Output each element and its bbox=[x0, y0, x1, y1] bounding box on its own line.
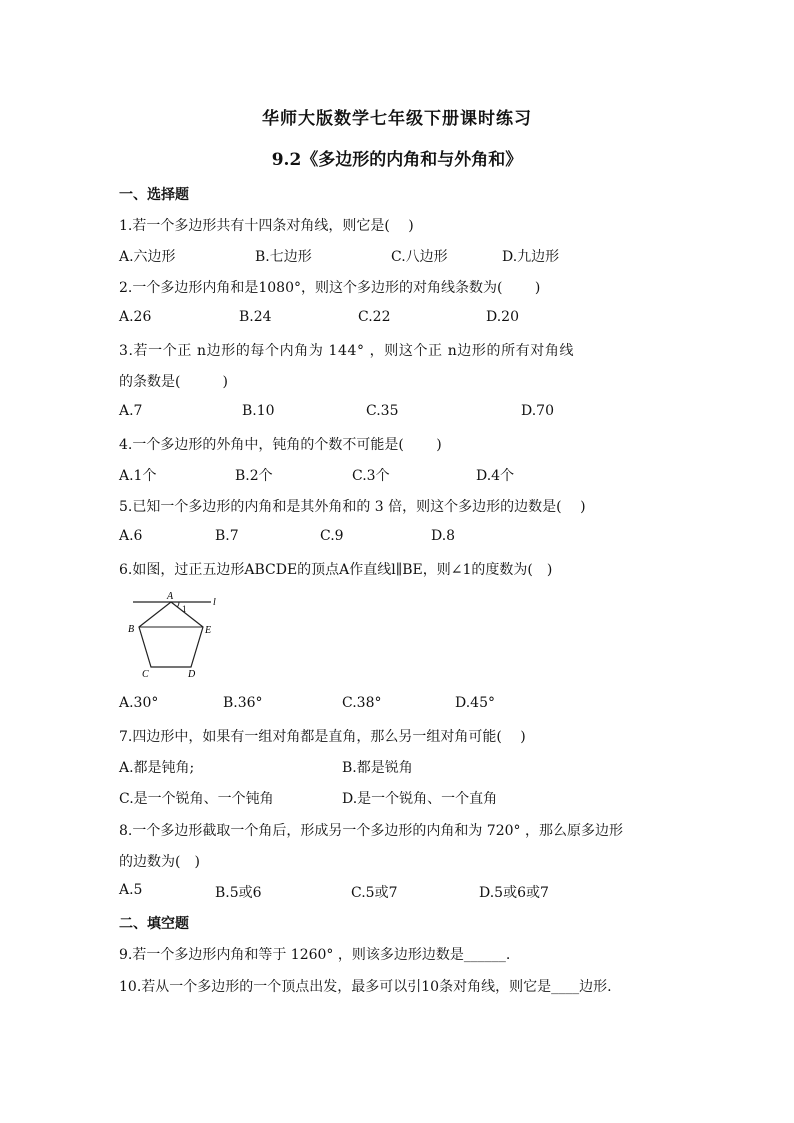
label-l: l bbox=[213, 597, 216, 608]
question-8-line-2: 的边数为( ) bbox=[119, 854, 200, 870]
label-angle-1: 1 bbox=[182, 604, 187, 614]
q4-option-c: C.3个 bbox=[352, 468, 390, 484]
pentagon-abcde bbox=[139, 602, 203, 667]
q1-option-b: B.七边形 bbox=[255, 249, 312, 265]
label-d: D bbox=[188, 669, 196, 680]
q4-option-d: D.4个 bbox=[476, 468, 515, 484]
q7-option-c: C.是一个锐角、一个钝角 bbox=[119, 791, 274, 807]
q4-option-a: A.1个 bbox=[119, 468, 157, 484]
question-1: 1.若一个多边形共有十四条对角线，则它是( ) bbox=[119, 218, 414, 234]
question-10: 10.若从一个多边形的一个顶点出发，最多可以引10条对角线，则它是____边形. bbox=[119, 979, 612, 995]
q5-option-b: B.7 bbox=[215, 528, 239, 544]
q6-option-d: D.45° bbox=[455, 695, 495, 711]
q8-option-d: D.5或6或7 bbox=[479, 885, 549, 901]
q6-option-c: C.38° bbox=[342, 695, 382, 711]
q5-option-a: A.6 bbox=[119, 528, 143, 544]
q6-option-b: B.36° bbox=[223, 695, 263, 711]
question-9: 9.若一个多边形内角和等于 1260° ，则该多边形边数是______. bbox=[119, 947, 511, 963]
page-title: 华师大版数学七年级下册课时练习 bbox=[262, 109, 532, 129]
question-4: 4.一个多边形的外角中，钝角的个数不可能是( ) bbox=[119, 437, 442, 453]
label-a: A bbox=[167, 591, 174, 602]
label-e: E bbox=[205, 625, 212, 636]
question-8-line-1: 8.一个多边形截取一个角后，形成另一个多边形的内角和为 720° ，那么原多边形 bbox=[119, 823, 623, 839]
question-2: 2.一个多边形内角和是1080°，则这个多边形的对角线条数为( ) bbox=[119, 280, 541, 296]
q7-option-b: B.都是锐角 bbox=[342, 760, 413, 776]
q5-option-c: C.9 bbox=[320, 528, 344, 544]
q2-option-b: B.24 bbox=[239, 309, 272, 325]
question-7: 7.四边形中，如果有一组对角都是直角，那么另一组对角可能( ) bbox=[119, 729, 526, 745]
q8-option-c: C.5或7 bbox=[351, 885, 398, 901]
q1-option-c: C.八边形 bbox=[391, 249, 448, 265]
question-5: 5.已知一个多边形的内角和是其外角和的 3 倍，则这个多边形的边数是( ) bbox=[119, 499, 586, 515]
question-3-line-2: 的条数是( ) bbox=[119, 374, 228, 390]
q7-option-a: A.都是钝角; bbox=[119, 760, 195, 776]
question-3-line-1: 3.若一个正 n边形的每个内角为 144° ，则这个正 n边形的所有对角线 bbox=[119, 343, 575, 359]
q2-option-d: D.20 bbox=[486, 309, 519, 325]
q3-option-c: C.35 bbox=[366, 403, 399, 419]
q2-option-c: C.22 bbox=[358, 309, 391, 325]
q2-option-a: A.26 bbox=[119, 309, 152, 325]
q1-option-a: A.六边形 bbox=[119, 249, 176, 265]
q7-option-d: D.是一个锐角、一个直角 bbox=[342, 791, 498, 807]
angle-1-arc bbox=[178, 602, 180, 607]
pentagon-figure bbox=[119, 590, 229, 682]
q8-option-a: A.5 bbox=[119, 882, 143, 898]
q3-option-a: A.7 bbox=[119, 403, 143, 419]
q5-option-d: D.8 bbox=[431, 528, 456, 544]
page-subtitle: 9.2《多边形的内角和与外角和》 bbox=[271, 150, 523, 170]
q1-option-d: D.九边形 bbox=[502, 249, 560, 265]
q8-option-b: B.5或6 bbox=[215, 885, 262, 901]
section-heading-choice: 一、选择题 bbox=[119, 187, 189, 203]
q3-option-d: D.70 bbox=[521, 403, 554, 419]
q3-option-b: B.10 bbox=[242, 403, 275, 419]
section-heading-fill: 二、填空题 bbox=[119, 916, 189, 932]
label-b: B bbox=[128, 624, 135, 635]
q6-option-a: A.30° bbox=[119, 695, 159, 711]
q4-option-b: B.2个 bbox=[235, 468, 273, 484]
question-6: 6.如图，过正五边形ABCDE的顶点A作直线l∥BE，则∠1的度数为( ) bbox=[119, 562, 553, 578]
label-c: C bbox=[142, 669, 149, 680]
